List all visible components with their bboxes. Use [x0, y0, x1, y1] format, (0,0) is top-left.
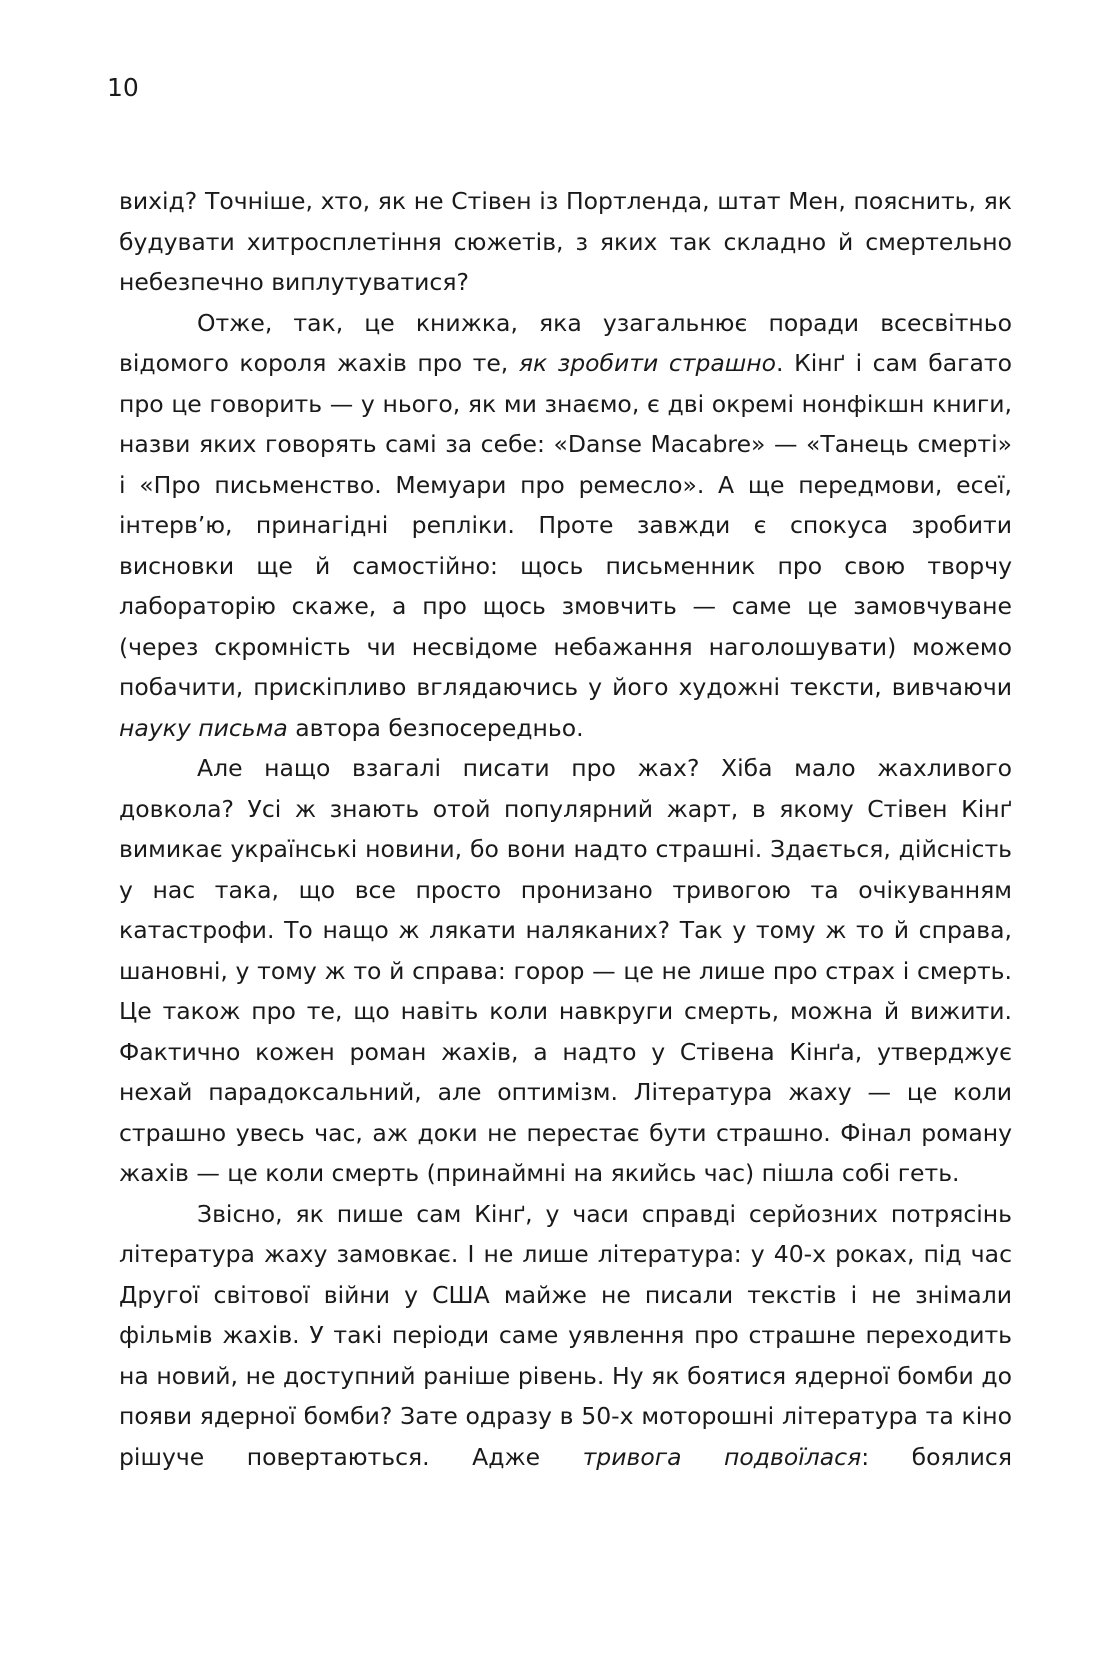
italic-phrase: як зробити страшно [518, 349, 777, 377]
text-run: Звісно, як пише сам Кінґ, у часи справді серйозних потрясінь література жаху замовкає. І не лише література: у 40-х роках, під час Другої світової війни у США майже не писали текстів і не знімали фільмів жахів. У такі періоди саме уявлення про страшне переходить на новий, не доступний раніше рівень. Ну як боятися ядерної бомби до появи ядерної бомби? Зате одразу в 50-х моторошні література та кіно рішуче повертаються. Адже [119, 1199, 1012, 1471]
text-run: . Кінґ і сам багато про це говорить — у нього, як ми знаємо, є дві окремі нонфікшн книги, назви яких говорять самі за себе: «Danse Macabre» — «Танець смерті» і «Про письменство. Мемуари про ремесло». А ще передмови, есеї, інтерв’ю, принагідні репліки. Проте завжди є спокуса зробити висновки ще й самостійно: щось письменник про свою творчу лабораторію скаже, а про щось змовчить — саме це замовчуване (через скромність чи несвідоме небажання наголошувати) можемо побачити, прискіпливо вглядаючись у його художні тексти, вивчаючи [119, 349, 1013, 701]
text-run: Отже, так, це книжка, яка узагальнює поради всесвітньо відомого короля жахів про те, [119, 308, 1012, 377]
text-run: автора безпосередньо. [287, 713, 584, 742]
italic-phrase: тривога подвоїлася [582, 1442, 862, 1471]
text-run: Але нащо взагалі писати про жах? Хіба мало жахливого довкола? Усі ж знають отой популярний жарт, в якому Стівен Кінґ вимикає українські новини, бо вони надто страшні. Здається, дійсність у нас така, що все просто пронизано тривогою та очікуванням катастрофи. То нащо ж лякати наляканих? Так у тому ж то й справа, шановні, у тому ж то й справа: горор — це не лише про страх і смерть. Це також про те, що навіть коли навкруги смерть, можна й вижити. Фактично кожен роман жахів, а надто у Стівена Кінґа, утверджує нехай парадоксальний, але оптимізм. Література жаху — це коли страшно увесь час, аж доки не перестає бути страшно. Фінал роману жахів — це коли смерть (принаймні на якийсь час) пішла собі геть. [119, 754, 1012, 1187]
paragraph [119, 303, 1012, 749]
text-run: : боялися [861, 1442, 1012, 1471]
text-run: вихід? Точніше, хто, як не Стівен із Портленда, штат Мен, пояснить, як будувати хитросплетіння сюжетів, з яких так складно й смертельно небезпечно виплутуватися? [119, 187, 1012, 296]
body-text [119, 181, 1012, 1477]
page-number: 10 [107, 73, 139, 102]
paragraph [119, 748, 1012, 1194]
italic-phrase: науку письма [119, 713, 288, 742]
paragraph [119, 1194, 1012, 1478]
paragraph [119, 181, 1012, 303]
